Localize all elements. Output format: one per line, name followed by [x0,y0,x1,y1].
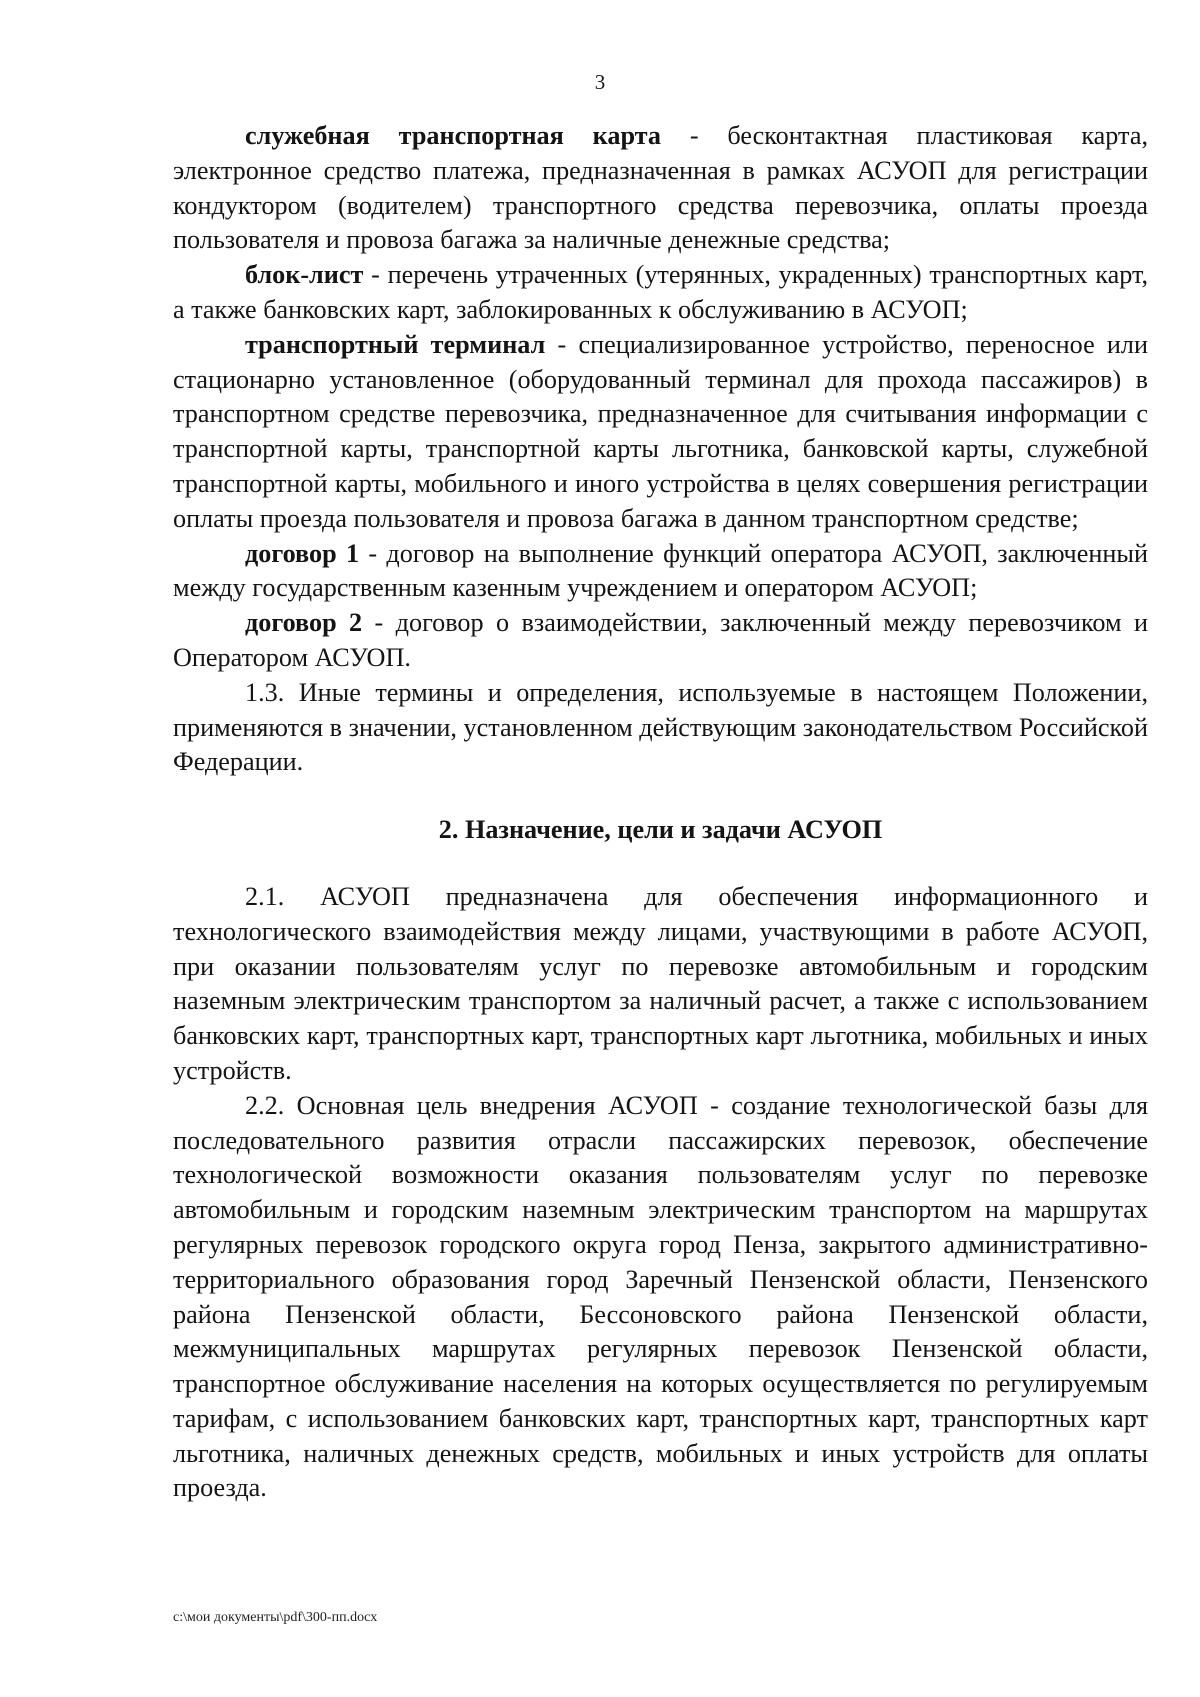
page-number: 3 [594,70,606,94]
definition-term: блок-лист [245,260,364,290]
definition-term: транспортный терминал [245,329,546,359]
clause-paragraph: 2.1. АСУОП предназначена для обеспечения информационного и технологического взаимодействия между лицами, участвующими в работе АСУОП, при оказании пользователям услуг по перевозке автомобильным и городским наземным электрическим транспортом за наличный расчет, а также с использованием банковских карт, транспортных карт, транспортных карт льготника, мобильных и иных устройств. [173,881,1148,1085]
definition-paragraph [173,258,1148,328]
definition-text: - перечень утраченных (утерянных, украденных) транспортных карт, а также банковских карт, заблокированных к обслуживанию в АСУОП; [173,260,1148,324]
definition-term: договор 2 [245,608,363,638]
clause-paragraph: 2.2. Основная цель внедрения АСУОП - создание технологической базы для последовательного развития отрасли пассажирских перевозок, обеспечение технологической возможности оказания пользователям услуг по перевозке автомобильным и городским наземным электрическим транспортом на маршрутах регулярных перевозок городского округа город Пенза, закрытого административно-территориального образования город Заречный Пензенской области, Пензенского района Пензенской области, Бессоновского района Пензенской области, межмуниципальных маршрутах регулярных перевозок Пензенской области, транспортное обслуживание населения на которых осуществляется по регулируемым тарифам, с использованием банковских карт, транспортных карт, транспортных карт льготника, наличных денежных средств, мобильных и иных устройств для оплаты проезда. [173,1090,1148,1503]
definition-term: служебная транспортная карта [245,121,661,150]
definition-paragraph [173,119,1148,258]
definition-term: договор 1 [245,538,360,568]
definition-text: - специализированное устройство, переносное или стационарно установленное (оборудованный терминал для прохода пассажиров) в транспортном средстве перевозчика, предназначенное для считывания информации с транспортной карты, транспортной карты льготника, банковской карты, служебной транспортной карты, мобильного и иного устройства в целях совершения регистрации оплаты проезда пользователя и провоза багажа в данном транспортном средстве; [173,329,1148,533]
document-body [173,119,1148,1506]
definition-text: - договор на выполнение функций оператора АСУОП, заключенный между государственным казенным учреждением и оператором АСУОП; [173,538,1148,603]
clause-text: 1.3. Иные термины и определения, используемые в настоящем Положении, применяются в значении, установленном действующим законодательством Российской Федерации. [173,677,1148,777]
footer-file-path: c:\мои документы\pdf\300-пп.docx [173,1610,378,1625]
definition-paragraph [173,328,1148,537]
definition-text: - бесконтактная пластиковая карта, электронное средство платежа, предназначенная в рамках АСУОП для регистрации кондуктором (водителем) транспортного средства перевозчика, оплаты проезда пользователя и провоза багажа за наличные денежные средства; [173,121,1148,255]
definition-paragraph [173,537,1148,607]
clause-paragraph [173,676,1148,780]
definition-paragraph [173,606,1148,676]
definition-text: - договор о взаимодействии, заключенный между перевозчиком и Оператором АСУОП. [173,608,1148,672]
section-heading: 2. Назначение, цели и задачи АСУОП [438,815,883,845]
